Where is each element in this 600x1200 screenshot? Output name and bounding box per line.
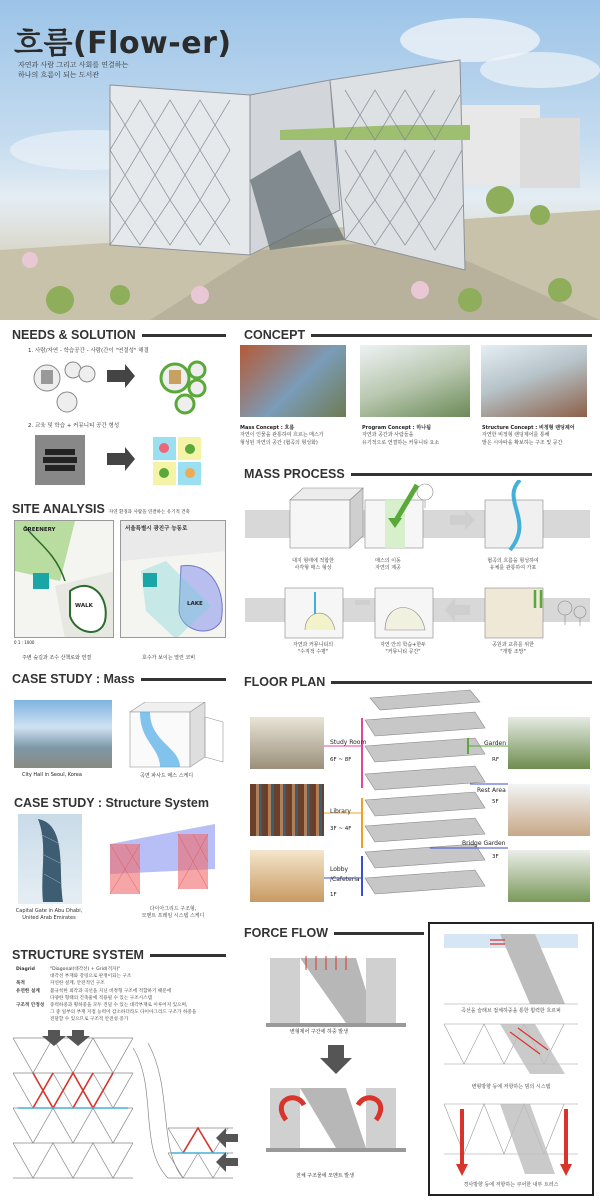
site-map-walk	[14, 520, 114, 638]
case-structure-caption-1: Capital Gate in Abu Dhabi, United Arab Emirates	[15, 908, 83, 921]
load-arrow-icon	[42, 1030, 66, 1046]
lobby-floors: 1F	[330, 892, 337, 898]
needs-diagram-2	[35, 433, 215, 491]
lobby-label: Lobby	[330, 866, 349, 873]
mass-step-6: 공원과 교류를 위한 "개방 조망"	[492, 642, 534, 655]
structure-concept-line: 발은 시야따을 확보하는 구조 및 공간	[482, 440, 563, 446]
mass-step-4: 자연과 커뮤니티의 "수직적 수평"	[292, 642, 334, 655]
case-structure-heading: CASE STUDY : Structure System	[14, 796, 209, 810]
force-detail-panel	[428, 922, 594, 1196]
force-caption-1: 변형제어 구간에 하중 발생	[290, 1029, 348, 1035]
greenery-label: GREENERY	[23, 527, 56, 533]
case-structure-caption-2: 다이아그리드 구조형, 모멘트 프레임 시스템 스케디	[141, 906, 205, 919]
structure-concept-photo	[481, 345, 587, 417]
study-room-photo	[250, 717, 324, 769]
mass-concept-photo	[240, 345, 346, 417]
down-arrow-icon	[320, 1045, 352, 1074]
mass-process-heading: MASS PROCESS	[244, 467, 592, 481]
needs-item-1: 1. 사람/자연 - 학습공간 - 사람(간이 "연결성" 해결	[28, 348, 149, 354]
structure-heading: STRUCTURE SYSTEM	[12, 948, 226, 962]
mass-concept-line: 형성된 자연의 공간 (협곡의 형성화)	[240, 440, 318, 446]
force-caption-4: 변형방향 등에 저항하는 빔의 시스템	[471, 1084, 551, 1090]
diagrid-sketch	[100, 814, 225, 904]
lobby-photo	[250, 850, 324, 902]
load-arrow-icon	[66, 1030, 90, 1046]
structure-concept-line: 자연한 비정형 랜딩제어를 통해	[482, 432, 550, 438]
bridge-garden-floor: 3F	[492, 854, 499, 860]
mass-step-5: 자연 안의 학습+한두 "커뮤니티 공간"	[379, 642, 426, 655]
concept-heading: CONCEPT	[244, 328, 592, 342]
structure-table: Diagrid "Diagonal(대각선) + Grid(격자)" 대각선 부재와 강링으로 판정이되는 구조 목적 자연한 설계, 안전적인 구조 유연한 설계 불규칙한 외각과 곡선을 지닌 비정형 구조에 적합하기 때문에 다양한 형태의 건축물에 적용될 수 있는 구조시스템 구조적 안정성 중력하중과 횡하중을 모두 견딜 수 있는 대각부재로 이루어져 있으며, 그 중 일부의 부재 지점 능력이 감소하더라도 다이아그리드 구조가 하중을 전달할 수 있으므로 구조적 안전성 증가	[16, 967, 197, 1023]
map-scale: 0 1 : 1000	[14, 640, 35, 645]
arrow-right-icon	[107, 447, 135, 471]
subtitle-line: 자연과 사람 그리고 사회를 연결하는	[18, 61, 129, 69]
mass-concept-text	[240, 424, 350, 447]
site-caption-1: 주변 숲길과 조수 산책로와 연결	[22, 655, 92, 661]
program-concept-photo	[360, 345, 470, 417]
mass-concept-title: Mass Concept : 흐름	[240, 425, 295, 431]
rest-area-floor: 5F	[492, 799, 499, 805]
mass-concept-line: 자연이 인물을 관통하여 흐르는 매스가	[240, 432, 324, 438]
bridge-garden-label: Bridge Garden	[462, 840, 506, 847]
city-hall-photo	[14, 700, 112, 768]
force-caption-5: 경사방향 등에 저항하는 쿠어한 내부 트러스	[463, 1182, 559, 1188]
map-title: 서울특별시 광진구 능동로	[125, 526, 188, 532]
case-mass-caption-1: City Hall in Seoul, Korea	[22, 772, 82, 778]
lake-label: LAKE	[187, 601, 203, 607]
structure-concept-text	[482, 424, 594, 447]
mass-sketch	[120, 702, 225, 770]
garden-floor: RF	[492, 757, 499, 763]
diagrid-structure-diagram	[8, 1028, 240, 1193]
mass-step-1: 대지 형태에 적합한 사각형 매스 형성	[292, 558, 334, 571]
subtitle-line: 하나의 흐름이 되는 도서관	[18, 71, 100, 79]
mass-step-3: 협곡의 흐름을 형성하여 유체를 관통하여 가포	[487, 558, 539, 571]
site-heading: SITE ANALYSIS 자연 환경과 사람을 연결하는 유기적 건축	[12, 502, 190, 516]
program-concept-title: Program Concept : 하나됨	[362, 425, 431, 431]
capital-gate-photo	[18, 814, 82, 904]
library-photo	[250, 784, 324, 836]
case-mass-heading: CASE STUDY : Mass	[12, 672, 226, 686]
study-room-label: Study Room	[330, 739, 367, 746]
needs-item-2: 2. 교육 및 학습 + 커뮤니티 공간 형성	[28, 423, 120, 429]
garden-photo	[508, 717, 590, 769]
force-flow-diagram	[266, 950, 414, 1165]
page-subtitle	[18, 60, 158, 80]
structure-concept-title: Structure Concept : 비정형 랜딩제어	[482, 425, 575, 431]
force-caption-3: 곡선을 슬래브 접체하중을 통한 휨력한 흐르퍼	[461, 1008, 561, 1014]
case-mass-caption-2: 곡면 파사드 매스 스케디	[140, 773, 194, 779]
study-room-floors: 6F ~ 8F	[330, 757, 352, 763]
program-concept-line: 유기적으로 연결하는 커뮤니티 요소	[362, 440, 440, 446]
needs-heading: NEEDS & SOLUTION	[12, 328, 226, 342]
page-title: 흐름(Flow-er)	[14, 26, 232, 61]
lobby-label-2: /Cafeteria	[330, 876, 360, 883]
site-map-lake	[120, 520, 226, 638]
arrow-right-icon	[107, 364, 135, 388]
force-flow-heading: FORCE FLOW	[244, 926, 424, 940]
load-arrow-icon	[216, 1128, 238, 1148]
rest-area-photo	[508, 784, 590, 836]
library-floors: 3F ~ 4F	[330, 826, 352, 832]
mass-step-2: 매스의 이동 자연의 제공	[375, 558, 401, 571]
bridge-garden-photo	[508, 850, 590, 902]
needs-diagram-1	[25, 356, 230, 418]
walk-label: WALK	[75, 603, 93, 609]
garden-label: Garden	[484, 740, 506, 747]
program-concept-text	[362, 424, 474, 447]
program-concept-line: 자연과 공간과 사람들을	[362, 432, 414, 438]
rest-area-label: Rest Area	[477, 787, 506, 794]
force-caption-2: 전체 구조물에 모멘트 발생	[296, 1173, 354, 1179]
site-caption-2: 호수가 보이는 열린 코비	[142, 655, 196, 661]
floor-plan-heading: FLOOR PLAN	[244, 675, 592, 689]
library-label: Library	[330, 808, 351, 815]
